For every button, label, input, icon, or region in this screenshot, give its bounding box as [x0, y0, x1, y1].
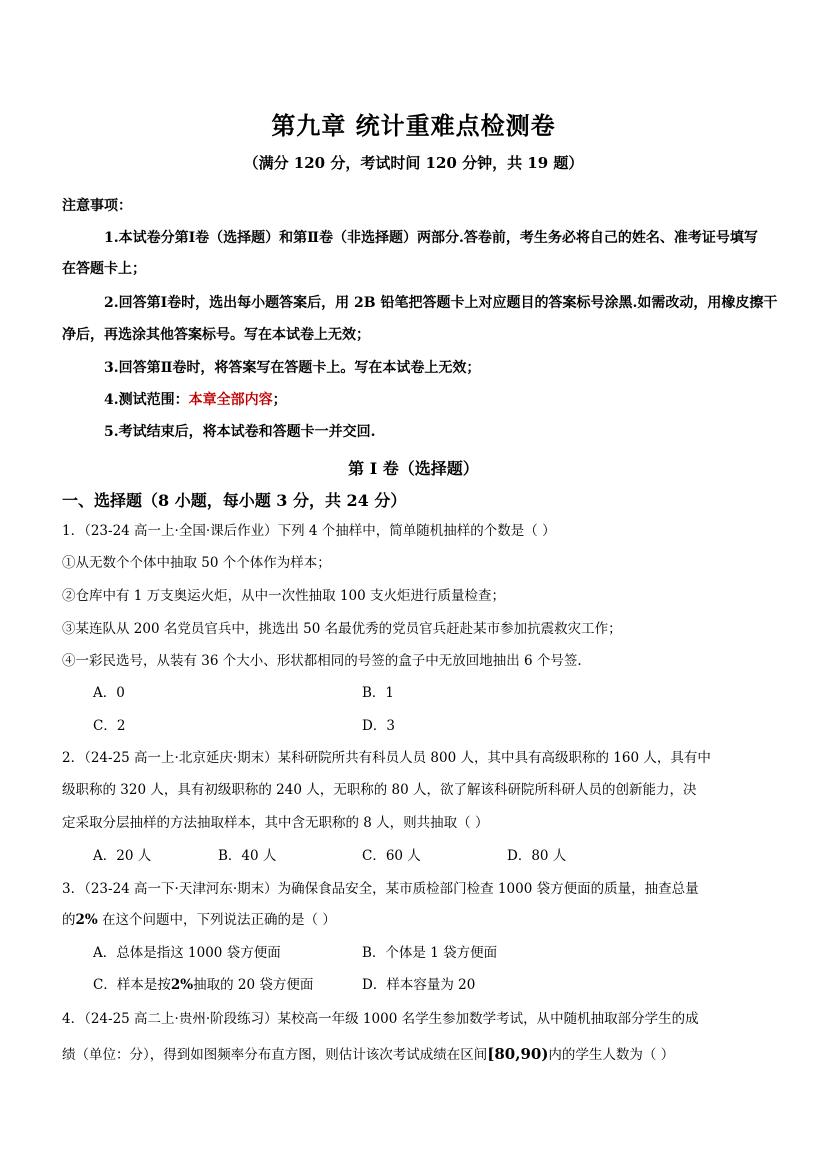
page-subtitle: （满分 120 分，考试时间 120 分钟，共 19 题） [243, 154, 584, 172]
q3-option-c-percent: 2% [170, 977, 194, 993]
q1-option-d[interactable]: D．3 [362, 718, 395, 734]
q1-item-2: ②仓库中有 1 万支奥运火炬，从中一次性抽取 100 支火炬进行质量检查； [62, 588, 506, 604]
note-1-line-2: 在答题卡上； [62, 261, 146, 277]
q2-line-3: 定采取分层抽样的方法抽取样本，其中含无职称的 8 人，则共抽取（ ） [62, 815, 489, 831]
q2-option-b[interactable]: B．40 人 [218, 848, 277, 864]
q4-interval: [80,90) [487, 1045, 549, 1063]
q3-option-d[interactable]: D．样本容量为 20 [362, 977, 476, 993]
notes-heading: 注意事项： [62, 198, 132, 214]
q1-option-a[interactable]: A．0 [93, 685, 125, 701]
q3-option-c-prefix: C．样本是按 [93, 977, 171, 993]
q1-item-1: ①从无数个个体中抽取 50 个个体作为样本； [62, 555, 331, 571]
q3-option-a[interactable]: A．总体是指这 1000 袋方便面 [93, 945, 281, 961]
q2-option-a[interactable]: A．20 人 [93, 848, 152, 864]
note-1-line-1: 1.本试卷分第Ⅰ卷（选择题）和第Ⅱ卷（非选择题）两部分.答卷前，考生务必将自己的姓名、准考证号填写 [104, 230, 758, 246]
note-4-prefix: 4.测试范围： [104, 392, 189, 408]
q3-line-2 [62, 908, 336, 928]
section-1-heading: 一、选择题（8 小题，每小题 3 分，共 24 分） [62, 491, 407, 510]
q1-option-b[interactable]: B．1 [362, 685, 395, 701]
note-3: 3.回答第Ⅱ卷时，将答案写在答题卡上。写在本试卷上无效； [104, 360, 481, 376]
q2-option-c[interactable]: C．60 人 [362, 848, 421, 864]
q3-option-c[interactable] [93, 973, 313, 993]
q2-line-1: 2．（24-25 高一上·北京延庆·期末）某科研院所共有科员人员 800 人，其中具有高级职称的 160 人，具有中 [62, 750, 711, 766]
q3-line-2-prefix: 的 [62, 912, 76, 928]
q4-line-2 [62, 1043, 674, 1063]
q3-line-1: 3．（23-24 高一下·天津河东·期末）为确保食品安全，某市质检部门检查 1000 袋方便面的质量，抽查总量 [62, 881, 699, 897]
note-4-suffix: ； [272, 392, 287, 408]
part-1-title: 第 I 卷（选择题） [348, 459, 479, 478]
note-2-line-2: 净后，再选涂其他答案标号。写在本试卷上无效； [62, 327, 370, 343]
q2-option-d[interactable]: D．80 人 [507, 848, 567, 864]
note-4-scope: 本章全部内容 [188, 392, 273, 408]
q3-option-b[interactable]: B．个体是 1 袋方便面 [362, 945, 498, 961]
note-2-line-1: 2.回答第Ⅰ卷时，选出每小题答案后，用 2B 铅笔把答题卡上对应题目的答案标号涂黑.如需改动，用橡皮擦干 [104, 295, 778, 311]
q3-option-c-suffix: 抽取的 20 袋方便面 [193, 977, 314, 993]
note-4 [104, 389, 287, 409]
q1-item-4: ④一彩民选号，从装有 36 个大小、形状都相同的号签的盒子中无放回地抽出 6 个号签. [62, 653, 582, 669]
q2-line-2: 级职称的 320 人，具有初级职称的 240 人，无职称的 80 人，欲了解该科研院所科研人员的创新能力，决 [62, 782, 697, 798]
q4-line-2-suffix: 内的学生人数为（ ） [548, 1047, 675, 1063]
q1-option-c[interactable]: C．2 [93, 718, 126, 734]
note-5: 5.考试结束后，将本试卷和答题卡一并交回. [104, 424, 376, 440]
q3-percent: 2% [75, 912, 98, 928]
q4-line-1: 4．（24-25 高二上·贵州·阶段练习）某校高一年级 1000 名学生参加数学考试，从中随机抽取部分学生的成 [62, 1011, 699, 1027]
q3-line-2-suffix: 在这个问题中，下列说法正确的是（ ） [97, 912, 336, 928]
q4-line-2-prefix: 绩（单位：分），得到如图频率分布直方图，则估计该次考试成绩在区间 [62, 1047, 488, 1063]
q1-item-3: ③某连队从 200 名党员官兵中，挑选出 50 名最优秀的党员官兵赶赴某市参加抗震救灾工作； [62, 621, 622, 637]
page-title: 第九章 统计重难点检测卷 [271, 111, 556, 140]
q1-stem: 1．（23-24 高一上·全国·课后作业）下列 4 个抽样中，简单随机抽样的个数是（ ） [62, 523, 556, 539]
